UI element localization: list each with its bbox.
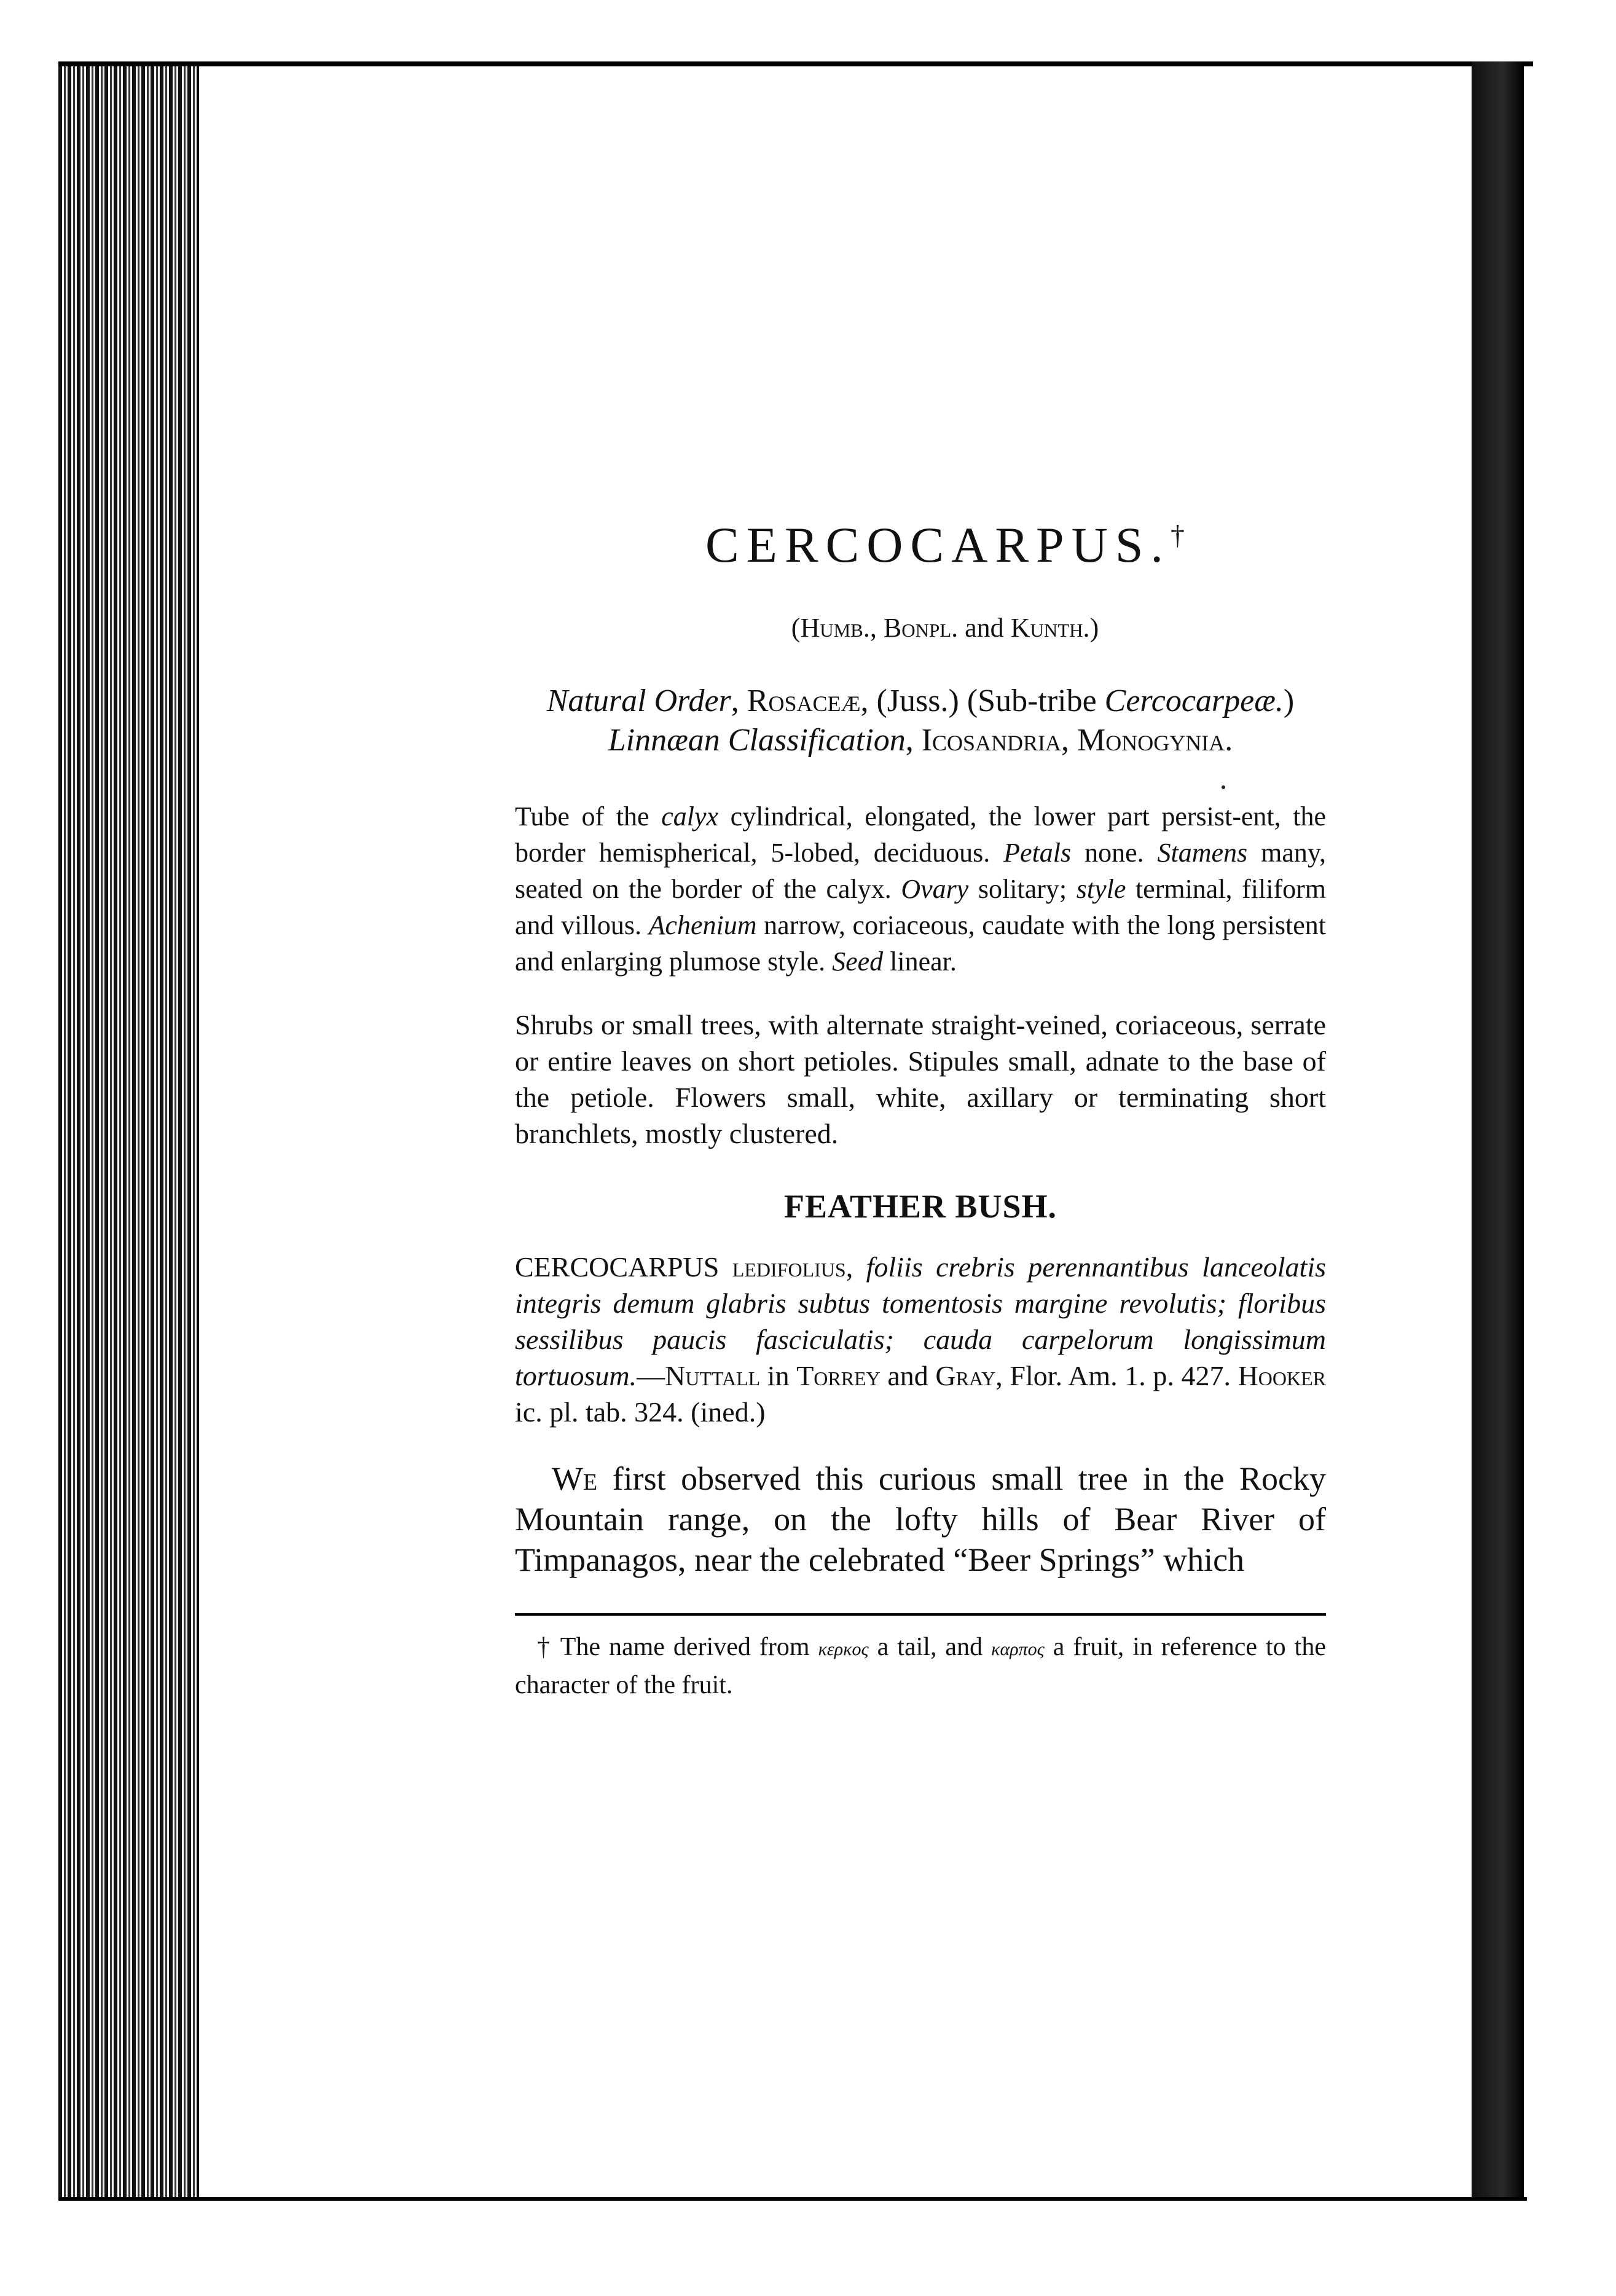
- term-calyx: calyx: [661, 801, 718, 832]
- page-text-column: [515, 516, 1326, 1729]
- species-epithet: ledifolius: [719, 1251, 846, 1283]
- desc-text: many, seated on the border of the calyx.: [515, 838, 1327, 904]
- desc-text: solitary;: [968, 874, 1077, 904]
- page-bottom-border: [58, 2197, 1527, 2201]
- genus-title: [564, 516, 1326, 574]
- linnaean-label: Linnæan Classification: [608, 723, 906, 758]
- flora-ref: , Flor. Am. 1. p. 427.: [995, 1360, 1238, 1391]
- footnote-text: The name derived from: [560, 1633, 818, 1661]
- desc-text: terminal, filiform and villous.: [515, 874, 1327, 940]
- natural-order-value: Rosaceæ: [747, 683, 861, 718]
- narrative-lead: We: [552, 1460, 598, 1497]
- author-bonpl: Bonpl.: [883, 613, 959, 643]
- linnaean-line: [515, 721, 1326, 760]
- footnote-text: a tail, and: [868, 1633, 992, 1661]
- spine-edge-line: [197, 65, 199, 2200]
- subtribe-name: Cercocarpeæ.: [1104, 683, 1284, 718]
- comma: ,: [731, 683, 747, 718]
- separator: ,: [869, 613, 884, 643]
- desc-text: Tube of the: [515, 801, 662, 832]
- paren-close: ): [1283, 683, 1295, 718]
- linnaean-order: Monogynia.: [1077, 723, 1233, 758]
- narrative-paragraph: [515, 1458, 1326, 1580]
- generic-description: [515, 798, 1326, 980]
- linnaean-class: Icosandria: [921, 723, 1062, 758]
- genus-title-text: CERCOCARPUS.: [705, 517, 1171, 573]
- term-seed: Seed: [832, 946, 884, 977]
- species-genus: CERCOCARPUS: [515, 1251, 720, 1283]
- and-word: and: [958, 613, 1011, 643]
- footnote-rule: [515, 1613, 1326, 1616]
- footnote-dagger: †: [1170, 519, 1185, 551]
- page-right-shadow: [1472, 61, 1524, 2200]
- author-hooker: Hooker: [1237, 1360, 1327, 1391]
- book-spine-edge: [58, 65, 197, 2200]
- and-word: and: [880, 1360, 936, 1391]
- greek-word-kerkos: κερκος: [818, 1639, 869, 1659]
- desc-text: cylindrical, elongated, the lower part persist-ent, the border hemispherical, 5-lobed, deciduous.: [515, 801, 1327, 868]
- footnote-mark: †: [537, 1633, 560, 1661]
- footnote-text: a fruit, in reference to the character of the fruit.: [515, 1633, 1326, 1699]
- comma: ,: [905, 723, 922, 758]
- comma: ,: [1061, 723, 1078, 758]
- footnote: [515, 1629, 1326, 1703]
- narrative-text: first observed this curious small tree in the Rocky Mountain range, on the lofty hills of Bear River of Timpanagos, near the celebrated “Beer Springs” which: [515, 1460, 1326, 1578]
- juss-ref: , (Juss.) (Sub-tribe: [860, 683, 1105, 718]
- natural-order-label: Natural Order: [546, 683, 731, 718]
- habit-description: Shrubs or small trees, with alternate straight-veined, coriaceous, serrate or entire leaves on short petioles. Stipules small, adnate to the base of the petiole. Flowers small, white, axillary or terminating short branchlets, mostly clustered.: [515, 1009, 1326, 1149]
- author-torrey: Torrey: [796, 1360, 881, 1391]
- natural-order-line: [515, 682, 1326, 721]
- page-top-border: [58, 61, 1533, 66]
- term-petals: Petals: [1003, 838, 1072, 868]
- authority-line: [564, 612, 1326, 643]
- author-nuttall: Nuttall: [665, 1360, 761, 1391]
- term-achenium: Achenium: [648, 910, 757, 940]
- desc-text: narrow, coriaceous, caudate with the long persistent and enlarging plumose style.: [515, 910, 1326, 977]
- term-stamens: Stamens: [1157, 838, 1248, 868]
- classification-block: [515, 682, 1326, 760]
- hooker-ref: ic. pl. tab. 324. (ined.): [515, 1396, 766, 1428]
- greek-word-karpos: καρπος: [991, 1639, 1045, 1659]
- author-humb: Humb.: [800, 613, 870, 643]
- in-word: in: [760, 1360, 797, 1391]
- species-diagnosis: [515, 1249, 1326, 1430]
- term-style: style: [1076, 874, 1126, 904]
- author-gray: Gray: [935, 1360, 996, 1391]
- paren-open: (: [791, 613, 801, 643]
- comma: ,: [845, 1251, 866, 1283]
- desc-text: none.: [1071, 838, 1158, 868]
- desc-text: linear.: [883, 946, 957, 977]
- author-kunth: Kunth.: [1010, 613, 1090, 643]
- dash: —: [637, 1360, 665, 1391]
- latin-diagnosis: foliis crebris perennantibus lanceolatis integris demum glabris subtus tomentosis margine revolutis; floribus sessilibus paucis fasciculatis; cauda carpelorum longissimum tortuosum.: [515, 1251, 1327, 1391]
- term-ovary: Ovary: [901, 874, 969, 904]
- common-name-heading: FEATHER BUSH.: [783, 1188, 1057, 1225]
- paren-close: ): [1089, 613, 1099, 643]
